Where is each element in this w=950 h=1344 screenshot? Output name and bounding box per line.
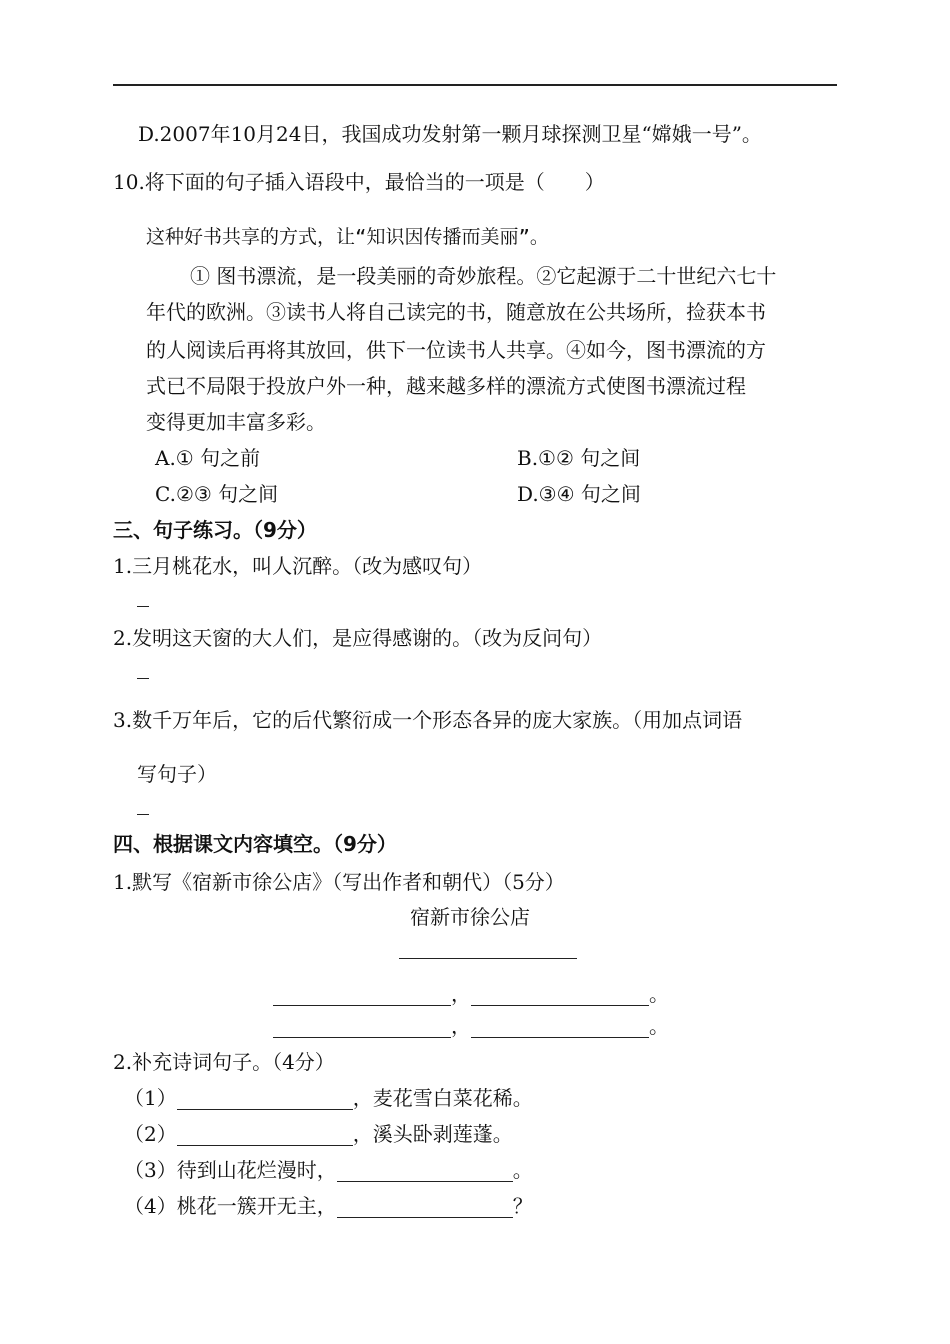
q10-option-b[interactable]: B.①② 句之间 (517, 446, 641, 470)
poem-blank-1[interactable] (273, 983, 451, 1006)
passage-line-2: 年代的欧洲。③读书人将自己读完的书，随意放在公共场所，捡获本书 (146, 300, 766, 324)
poem-blank-2[interactable] (471, 983, 649, 1006)
s4-q2-item-4 (124, 1194, 533, 1218)
poem-period-1: 。 (649, 982, 669, 1006)
poem-line-1 (273, 982, 669, 1006)
s3-q3-line1: 3.数千万年后，它的后代繁衍成一个形态各异的庞大家族。（用加点词语 (113, 708, 743, 732)
item-3-blank[interactable] (337, 1159, 513, 1182)
poem-blank-4[interactable] (471, 1015, 649, 1038)
section3-heading: 三、句子练习。（9分） (113, 518, 317, 542)
s4-q1: 1.默写《宿新市徐公店》（写出作者和朝代）（5分） (113, 870, 565, 894)
s4-q2-item-3 (124, 1158, 533, 1182)
poem-comma-1: ， (451, 982, 471, 1006)
s3-q2-answer-blank[interactable] (137, 678, 149, 679)
passage-line-4: 式已不局限于投放户外一种，越来越多样的漂流方式使图书漂流过程 (146, 374, 746, 398)
s3-q3-line2: 写句子） (137, 762, 217, 786)
q10-stem: 10.将下面的句子插入语段中，最恰当的一项是（ ） (113, 170, 605, 194)
item-4-end: ？ (512, 1194, 533, 1218)
passage-line-3: 的人阅读后再将其放回，供下一位读书人共享。④如今，图书漂流的方 (146, 338, 766, 362)
s4-q2-item-1 (124, 1086, 533, 1110)
s4-q2-item-2 (124, 1122, 513, 1146)
q9-option-d: D.2007年10月24日，我国成功发射第一颗月球探测卫星“嫦娥一号”。 (138, 122, 762, 146)
s3-q2: 2.发明这天窗的大人们，是应得感谢的。（改为反问句） (113, 626, 603, 650)
item-4-blank[interactable] (337, 1195, 513, 1218)
poem-period-2: 。 (649, 1014, 669, 1038)
item-3-end: 。 (512, 1158, 533, 1182)
passage-line-5: 变得更加丰富多彩。 (146, 410, 326, 434)
item-2-blank[interactable] (177, 1123, 353, 1146)
poem-title: 宿新市徐公店 (410, 905, 530, 929)
header-rule (113, 84, 837, 86)
item-1-text: ，麦花雪白菜花稀。 (352, 1086, 533, 1110)
s3-q3-answer-blank[interactable] (137, 814, 149, 815)
poem-blank-3[interactable] (273, 1015, 451, 1038)
s3-q1: 1.三月桃花水，叫人沉醉。（改为感叹句） (113, 554, 483, 578)
q10-option-a[interactable]: A.① 句之前 (155, 446, 261, 470)
passage-line-1: ① 图书漂流，是一段美丽的奇妙旅程。②它起源于二十世纪六七十 (190, 264, 777, 288)
poem-author-blank[interactable] (399, 958, 577, 959)
s3-q1-answer-blank[interactable] (137, 606, 149, 607)
item-2-text: ，溪头卧剥莲蓬。 (352, 1122, 513, 1146)
item-2-number: （2） (124, 1122, 177, 1146)
s4-q2: 2.补充诗词句子。（4分） (113, 1050, 335, 1074)
poem-line-2 (273, 1014, 669, 1038)
q10-insert-sentence: 这种好书共享的方式，让“知识因传播而美丽”。 (146, 226, 549, 248)
item-3-text: （3）待到山花烂漫时， (124, 1158, 337, 1182)
q10-option-c[interactable]: C.②③ 句之间 (155, 482, 279, 506)
item-1-blank[interactable] (177, 1087, 353, 1110)
item-1-number: （1） (124, 1086, 177, 1110)
item-4-text: （4）桃花一簇开无主， (124, 1194, 337, 1218)
q10-option-d[interactable]: D.③④ 句之间 (517, 482, 641, 506)
poem-comma-2: ， (451, 1014, 471, 1038)
section4-heading: 四、根据课文内容填空。（9分） (113, 832, 397, 856)
